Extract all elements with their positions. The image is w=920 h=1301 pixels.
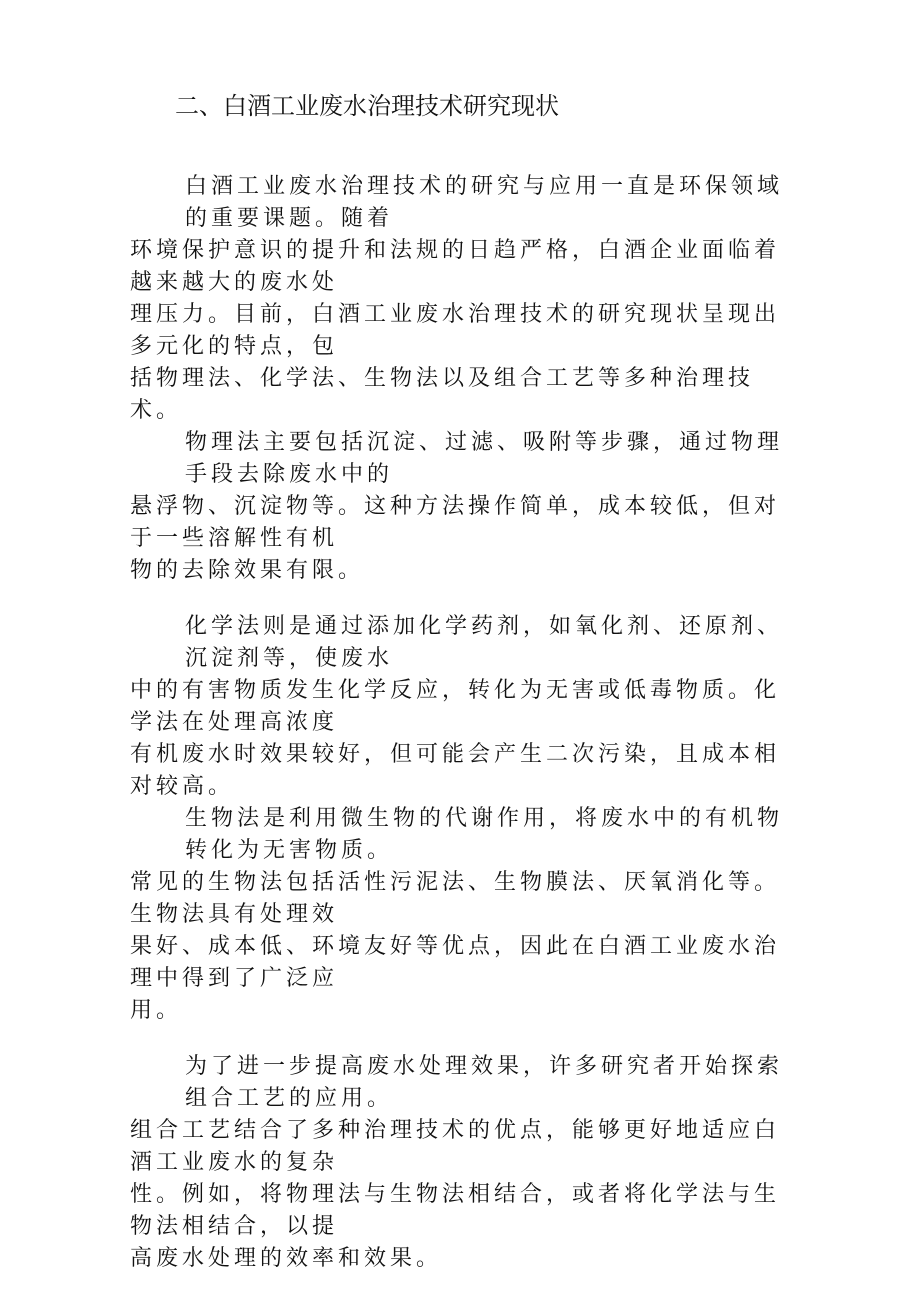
paragraph-line: 物的去除效果有限。 [130, 557, 365, 582]
document-body [130, 170, 792, 1298]
paragraph-line: 性。例如，将物理法与生物法相结合，或者将化学法与生物法相结合，以提 [130, 1181, 781, 1238]
paragraph [130, 1050, 792, 1298]
paragraph-line: 生物法是利用微生物的代谢作用，将废水中的有机物转化为无害物质。 [185, 805, 784, 862]
paragraph-line: 悬浮物、沉淀物等。这种方法操作简单，成本较低，但对于一些溶解性有机 [130, 493, 781, 550]
paragraph [130, 610, 792, 802]
paragraph-line: 用。 [130, 997, 183, 1022]
paragraph-line: 常见的生物法包括活性污泥法、生物膜法、厌氧消化等。生物法具有处理效 [130, 869, 781, 926]
paragraph-line: 高废水处理的效率和效果。 [130, 1245, 443, 1270]
paragraph-line: 中的有害物质发生化学反应，转化为无害或低毒物质。化学法在处理高浓度 [130, 677, 781, 734]
paragraph-line: 果好、成本低、环境友好等优点，因此在白酒工业废水治理中得到了广泛应 [130, 933, 781, 990]
paragraph-line: 为了进一步提高废水处理效果，许多研究者开始探索组合工艺的应用。 [185, 1053, 784, 1110]
paragraph-line: 环境保护意识的提升和法规的日趋严格，白酒企业面临着越来越大的废水处 [130, 237, 781, 294]
paragraph-line: 白酒工业废水治理技术的研究与应用一直是环保领域的重要课题。随着 [185, 173, 784, 230]
paragraph [130, 426, 792, 610]
paragraph [130, 802, 792, 1050]
paragraph-line: 化学法则是通过添加化学药剂，如氧化剂、还原剂、沉淀剂等，使废水 [185, 613, 784, 670]
paragraph-line: 组合工艺结合了多种治理技术的优点，能够更好地适应白酒工业废水的复杂 [130, 1117, 781, 1174]
section-heading: 二、白酒工业废水治理技术研究现状 [175, 94, 559, 120]
paragraph-line: 物理法主要包括沉淀、过滤、吸附等步骤，通过物理手段去除废水中的 [185, 429, 784, 486]
paragraph [130, 170, 792, 426]
paragraph-line: 有机废水时效果较好，但可能会产生二次污染，且成本相对较高。 [130, 741, 781, 798]
paragraph-line: 括物理法、化学法、生物法以及组合工艺等多种治理技术。 [130, 365, 755, 422]
paragraph-line: 理压力。目前，白酒工业废水治理技术的研究现状呈现出多元化的特点，包 [130, 301, 781, 358]
